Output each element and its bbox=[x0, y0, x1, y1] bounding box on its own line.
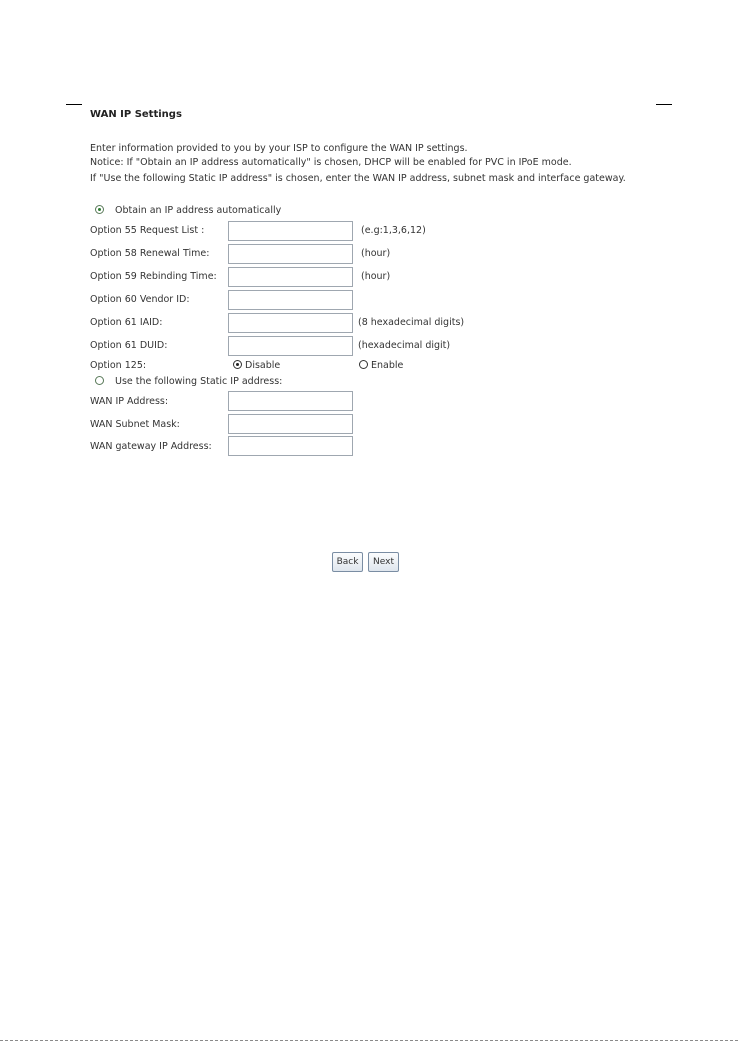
option55-hint: (e.g:1,3,6,12) bbox=[361, 225, 426, 236]
option59-hint: (hour) bbox=[361, 271, 391, 282]
option60-label: Option 60 Vendor ID: bbox=[90, 294, 190, 305]
option61-duid-hint: (hexadecimal digit) bbox=[358, 340, 451, 351]
option125-disable-label: Disable bbox=[245, 360, 281, 371]
option125-label: Option 125: bbox=[90, 360, 147, 371]
back-button[interactable]: Back bbox=[332, 552, 363, 572]
option61-duid-input[interactable] bbox=[228, 336, 353, 356]
option61-iaid-hint: (8 hexadecimal digits) bbox=[358, 317, 465, 328]
obtain-auto-label: Obtain an IP address automatically bbox=[115, 205, 282, 216]
crop-mark-right bbox=[656, 104, 672, 105]
intro-text-line-1: Enter information provided to you by your ISP to configure the WAN IP settings. bbox=[90, 143, 468, 154]
next-button[interactable]: Next bbox=[368, 552, 399, 572]
page-bottom-rule bbox=[0, 1040, 738, 1041]
obtain-auto-radio[interactable] bbox=[95, 205, 104, 214]
wan-subnet-input[interactable] bbox=[228, 414, 353, 434]
wan-gateway-label: WAN gateway IP Address: bbox=[90, 441, 212, 452]
option58-input[interactable] bbox=[228, 244, 353, 264]
intro-text-line-3: If "Use the following Static IP address" is chosen, enter the WAN IP address, subnet mask and interface gateway. bbox=[90, 173, 626, 184]
option60-input[interactable] bbox=[228, 290, 353, 310]
option125-enable-radio[interactable] bbox=[359, 360, 368, 369]
option58-hint: (hour) bbox=[361, 248, 391, 259]
wan-gateway-input[interactable] bbox=[228, 436, 353, 456]
option125-disable-radio[interactable] bbox=[233, 360, 242, 369]
option55-label: Option 55 Request List : bbox=[90, 225, 205, 236]
option59-label: Option 59 Rebinding Time: bbox=[90, 271, 217, 282]
static-ip-label: Use the following Static IP address: bbox=[115, 376, 283, 387]
wan-subnet-label: WAN Subnet Mask: bbox=[90, 419, 180, 430]
static-ip-radio[interactable] bbox=[95, 376, 104, 385]
option61-iaid-label: Option 61 IAID: bbox=[90, 317, 163, 328]
option55-input[interactable] bbox=[228, 221, 353, 241]
intro-text-line-2: Notice: If "Obtain an IP address automatically" is chosen, DHCP will be enabled for PVC in IPoE mode. bbox=[90, 157, 572, 168]
option61-iaid-input[interactable] bbox=[228, 313, 353, 333]
wan-ip-label: WAN IP Address: bbox=[90, 396, 169, 407]
option58-label: Option 58 Renewal Time: bbox=[90, 248, 210, 259]
option61-duid-label: Option 61 DUID: bbox=[90, 340, 168, 351]
option125-enable-label: Enable bbox=[371, 360, 404, 371]
option59-input[interactable] bbox=[228, 267, 353, 287]
wan-ip-input[interactable] bbox=[228, 391, 353, 411]
crop-mark-left bbox=[66, 104, 82, 105]
page-title: WAN IP Settings bbox=[90, 109, 182, 120]
